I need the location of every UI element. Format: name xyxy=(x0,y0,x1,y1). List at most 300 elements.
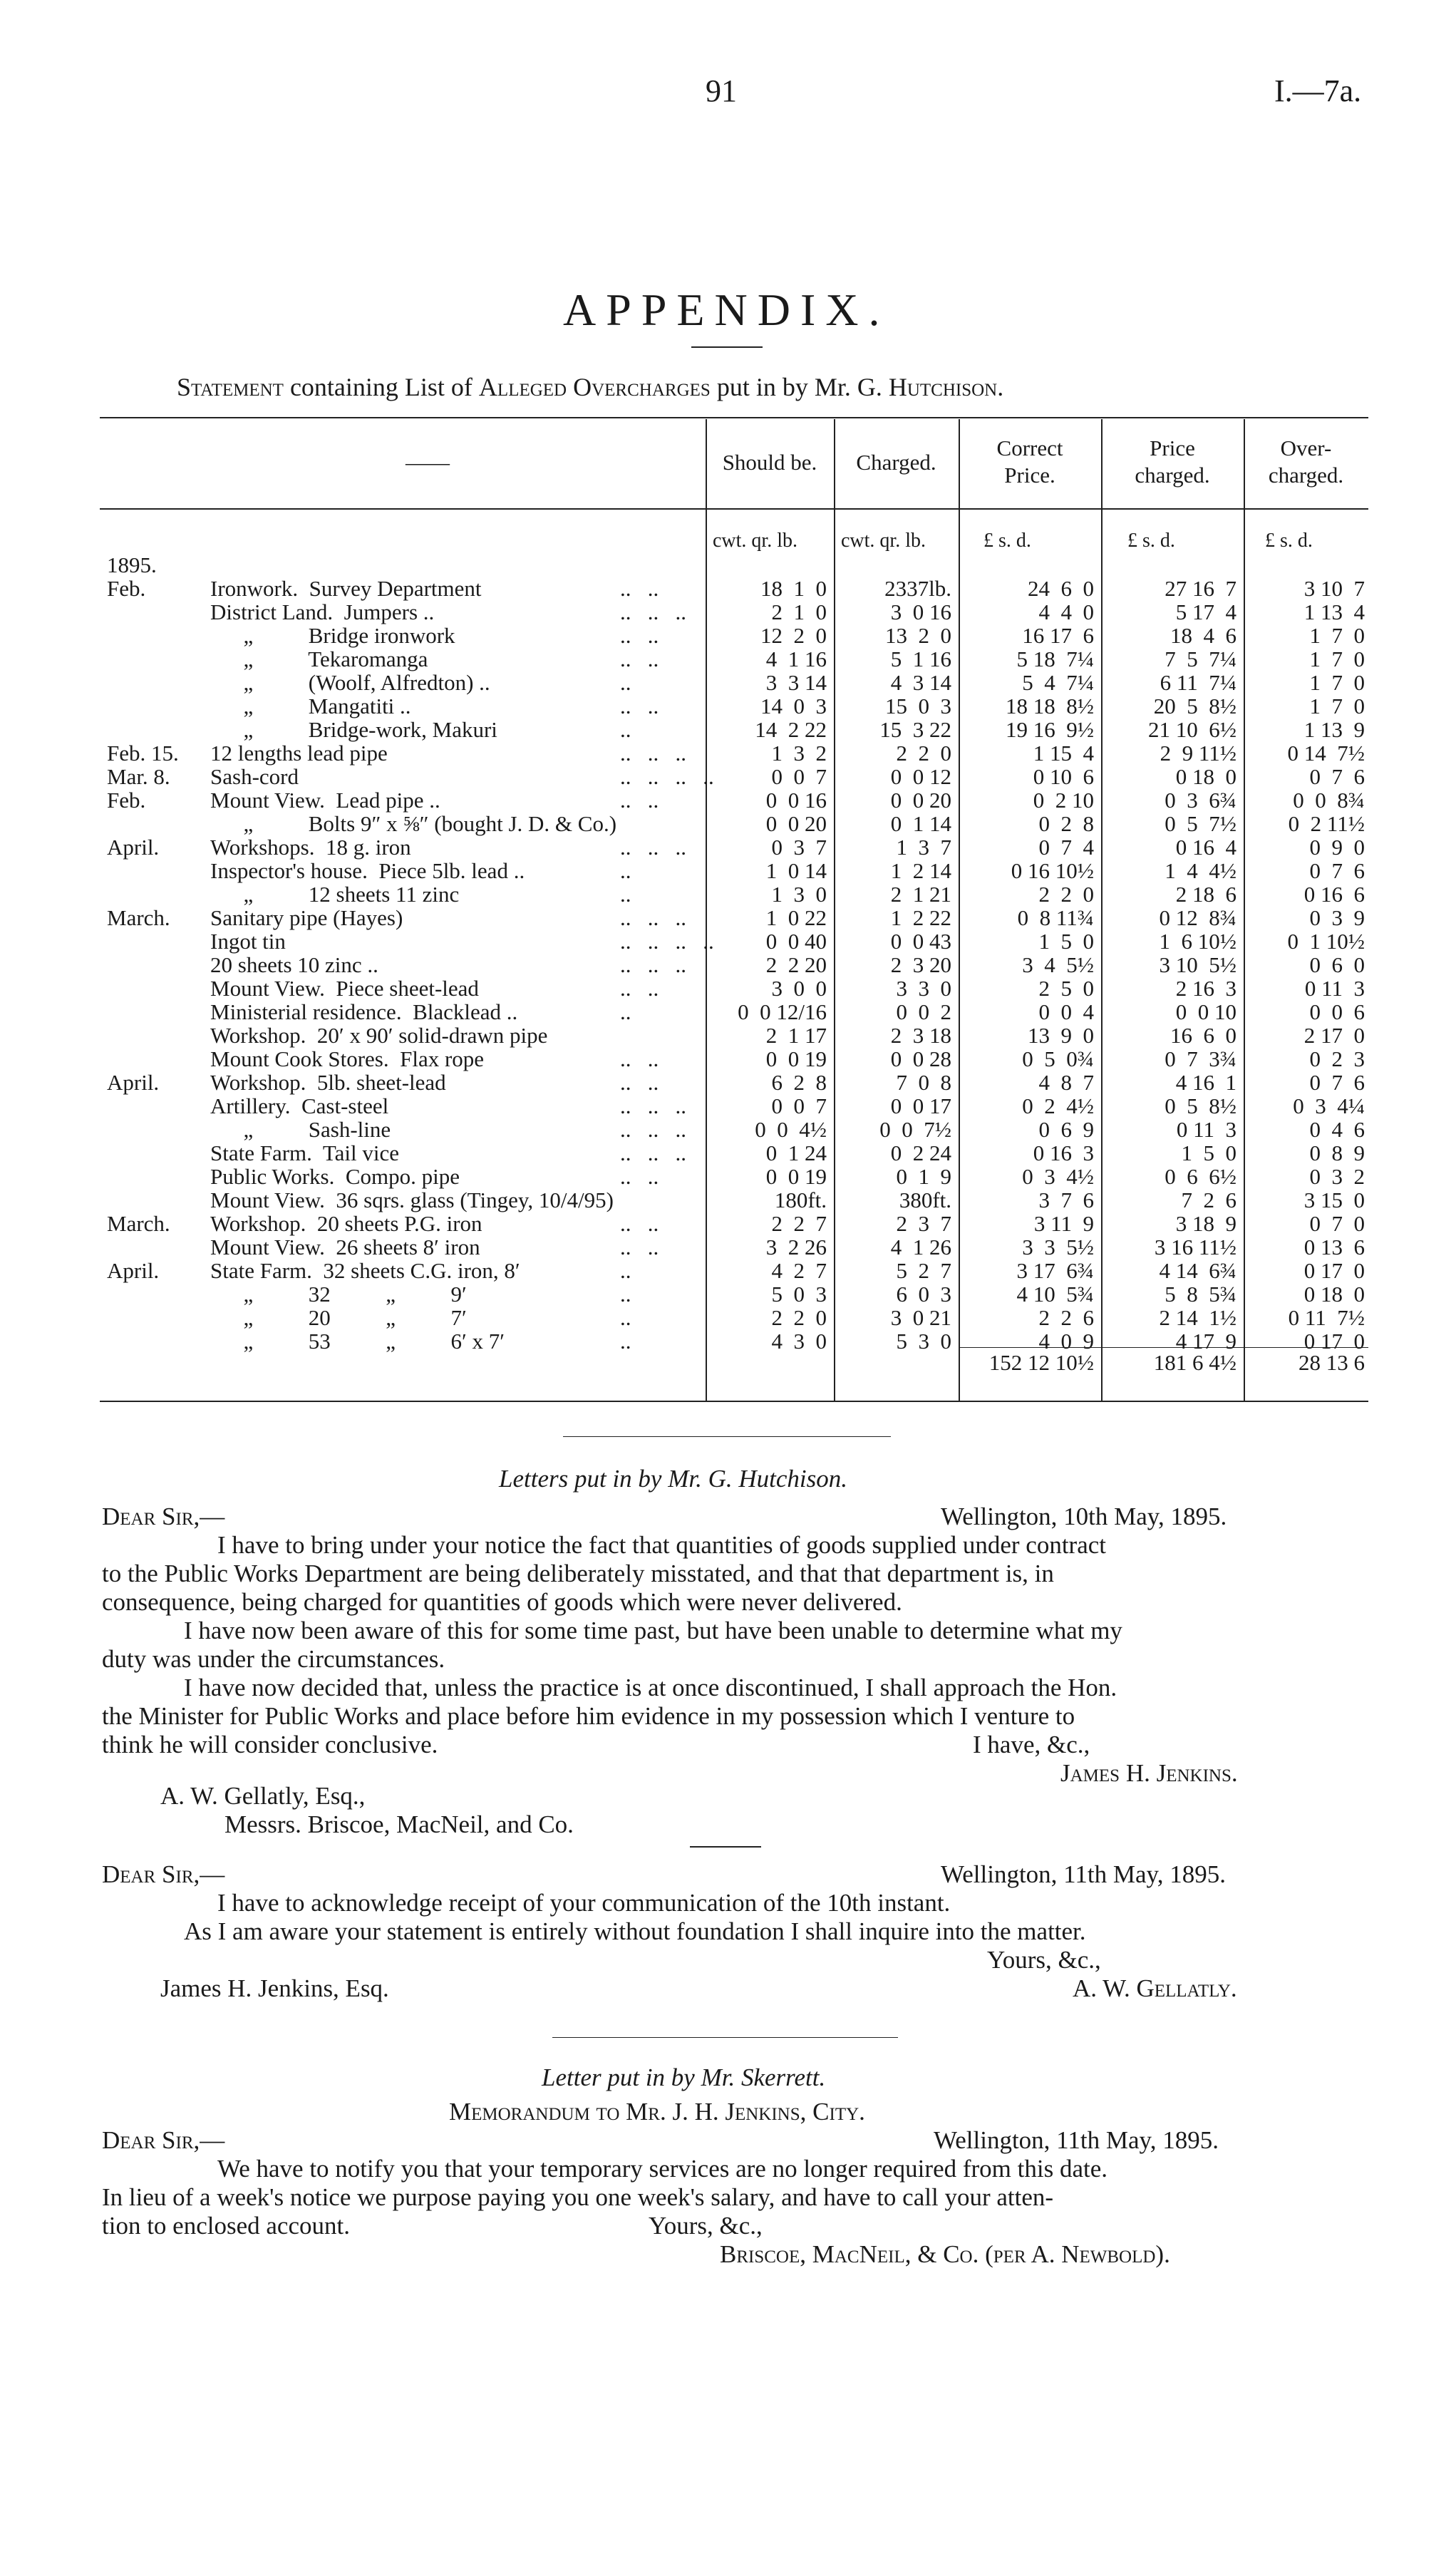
table-row xyxy=(0,1094,1456,1118)
row-leader-dots: .. xyxy=(620,1258,631,1283)
row-date: April. xyxy=(107,1070,160,1095)
row-should-be: 180ft. xyxy=(774,1187,827,1212)
row-leader-dots: .. xyxy=(620,670,631,695)
row-description: „ Bolts 9″ x ⅝″ (bought J. D. & Co.) xyxy=(210,811,617,836)
row-price-charged: 7 5 7¼ xyxy=(1165,646,1236,671)
row-correct-price: 2 2 6 xyxy=(1038,1305,1094,1330)
row-description: Workshop. 5lb. sheet-lead xyxy=(210,1070,446,1095)
section-rule-2 xyxy=(690,1846,761,1848)
row-correct-price: 4 0 9 xyxy=(1038,1329,1094,1354)
row-description: Workshop. 20 sheets P.G. iron xyxy=(210,1211,482,1236)
row-charged: 1 2 22 xyxy=(890,905,951,930)
row-date: Feb. xyxy=(107,788,146,813)
row-overcharged: 0 16 6 xyxy=(1303,882,1365,907)
row-leader-dots: .. .. .. .. xyxy=(620,764,714,789)
row-price-charged: 2 14 1½ xyxy=(1159,1305,1236,1330)
statement-title xyxy=(177,372,1003,402)
row-price-charged: 4 17 9 xyxy=(1175,1329,1236,1354)
letter1-line: duty was under the circumstances. xyxy=(102,1645,445,1673)
letter1-addressee: A. W. Gellatly, Esq., xyxy=(160,1782,366,1810)
row-leader-dots: .. .. xyxy=(620,623,659,648)
row-price-charged: 2 18 6 xyxy=(1175,882,1236,907)
row-overcharged: 0 14 7½ xyxy=(1287,741,1365,766)
row-price-charged: 1 6 10½ xyxy=(1159,929,1236,954)
table-row xyxy=(0,624,1456,648)
row-price-charged: 0 18 0 xyxy=(1175,764,1236,789)
row-description: „ Bridge-work, Makuri xyxy=(210,717,497,742)
row-overcharged: 1 13 9 xyxy=(1303,717,1365,742)
letter2-addressee: James H. Jenkins, Esq. xyxy=(160,1974,389,2002)
row-overcharged: 0 7 6 xyxy=(1309,764,1365,789)
row-description: District Land. Jumpers .. xyxy=(210,599,435,624)
row-leader-dots: .. xyxy=(620,1329,631,1354)
row-description: 20 sheets 10 zinc .. xyxy=(210,952,378,977)
header-description: —— xyxy=(406,450,450,475)
table-header-rule xyxy=(100,508,1368,510)
row-price-charged: 4 14 6¾ xyxy=(1159,1258,1236,1283)
row-overcharged: 1 7 0 xyxy=(1309,694,1365,718)
row-should-be: 14 2 22 xyxy=(755,717,827,742)
row-correct-price: 0 2 10 xyxy=(1033,788,1094,813)
table-row xyxy=(0,1212,1456,1236)
row-overcharged: 0 3 4¼ xyxy=(1293,1093,1365,1118)
row-description: „ 53 „ 6′ x 7′ xyxy=(210,1329,505,1354)
row-price-charged: 0 5 7½ xyxy=(1165,811,1236,836)
row-should-be: 0 1 24 xyxy=(765,1140,827,1165)
row-correct-price: 0 2 8 xyxy=(1038,811,1094,836)
letter1-closing: I have, &c., xyxy=(973,1731,1090,1758)
row-leader-dots: .. .. .. xyxy=(620,952,686,977)
row-description: Artillery. Cast-steel xyxy=(210,1093,389,1118)
table-row xyxy=(0,1306,1456,1330)
row-charged: 5 3 0 xyxy=(896,1329,951,1354)
header-should-be: Should be. xyxy=(722,450,817,475)
row-overcharged: 1 7 0 xyxy=(1309,646,1365,671)
row-correct-price: 24 6 0 xyxy=(1028,576,1094,601)
table-row xyxy=(0,882,1456,907)
letter1-line: I have to bring under your notice the fact that quantities of goods supplied under contract xyxy=(217,1531,1106,1559)
row-should-be: 3 0 0 xyxy=(771,976,827,1001)
row-price-charged: 0 3 6¾ xyxy=(1165,788,1236,813)
letter3-line: We have to notify you that your temporary services are no longer required from this date. xyxy=(217,2155,1108,2183)
row-correct-price: 4 8 7 xyxy=(1038,1070,1094,1095)
row-overcharged: 1 7 0 xyxy=(1309,623,1365,648)
row-leader-dots: .. .. xyxy=(620,1164,659,1189)
row-overcharged: 0 3 9 xyxy=(1309,905,1365,930)
row-description: State Farm. Tail vice xyxy=(210,1140,399,1165)
row-should-be: 1 3 2 xyxy=(771,741,827,766)
row-overcharged: 0 0 6 xyxy=(1309,999,1365,1024)
letter1-line: think he will consider conclusive. xyxy=(102,1731,438,1758)
table-row xyxy=(0,929,1456,954)
row-price-charged: 2 9 11½ xyxy=(1160,741,1236,766)
table-row xyxy=(0,577,1456,601)
row-price-charged: 7 2 6 xyxy=(1181,1187,1236,1212)
row-leader-dots: .. .. xyxy=(620,788,659,813)
row-price-charged: 5 17 4 xyxy=(1175,599,1236,624)
row-price-charged: 0 5 8½ xyxy=(1165,1093,1236,1118)
letter1-signature: James H. Jenkins. xyxy=(1060,1759,1238,1787)
header-correct-price: Correct Price. xyxy=(996,436,1063,488)
row-charged: 3 3 0 xyxy=(896,976,951,1001)
row-should-be: 0 0 12/16 xyxy=(738,999,827,1024)
row-should-be: 1 0 22 xyxy=(765,905,827,930)
row-overcharged: 0 2 11½ xyxy=(1288,811,1365,836)
row-description: Sanitary pipe (Hayes) xyxy=(210,905,403,930)
row-should-be: 0 0 7 xyxy=(771,1093,827,1118)
row-price-charged: 6 11 7¼ xyxy=(1160,670,1236,695)
row-overcharged: 0 18 0 xyxy=(1303,1282,1365,1307)
row-description: „ Sash-line xyxy=(210,1117,391,1142)
row-charged: 3 0 16 xyxy=(890,599,951,624)
row-date: 1895. xyxy=(107,552,157,577)
letter3-line: tion to enclosed account. xyxy=(102,2212,350,2240)
row-should-be: 0 0 20 xyxy=(765,811,827,836)
header-charged: Charged. xyxy=(856,450,936,475)
row-leader-dots: .. .. xyxy=(620,976,659,1001)
row-correct-price: 0 3 4½ xyxy=(1022,1164,1094,1189)
row-should-be: 0 0 16 xyxy=(765,788,827,813)
row-leader-dots: .. xyxy=(620,882,631,907)
row-leader-dots: .. .. .. xyxy=(620,1093,686,1118)
row-leader-dots: .. .. xyxy=(620,576,659,601)
table-row xyxy=(0,1235,1456,1259)
title-rule xyxy=(691,346,763,348)
row-correct-price: 19 16 9½ xyxy=(1006,717,1094,742)
row-correct-price: 3 4 5½ xyxy=(1022,952,1094,977)
row-description: „ (Woolf, Alfredton) .. xyxy=(210,670,490,695)
row-should-be: 3 2 26 xyxy=(765,1235,827,1259)
row-should-be: 2 2 7 xyxy=(771,1211,827,1236)
row-should-be: 2 1 0 xyxy=(771,599,827,624)
row-price-charged: 21 10 6½ xyxy=(1148,717,1236,742)
row-correct-price: 0 7 4 xyxy=(1038,835,1094,860)
row-should-be: 0 0 4½ xyxy=(755,1117,827,1142)
units-correct: £ s. d. xyxy=(983,530,1031,552)
table-row xyxy=(0,694,1456,718)
row-price-charged: 0 7 3¾ xyxy=(1165,1046,1236,1071)
row-should-be: 2 2 20 xyxy=(765,952,827,977)
row-charged: 380ft. xyxy=(899,1187,951,1212)
row-charged: 0 1 14 xyxy=(890,811,951,836)
total-correct-price: 152 12 10½ xyxy=(988,1350,1094,1375)
letter3-salutation: Dear Sir,— xyxy=(102,2126,225,2154)
row-description: Ingot tin xyxy=(210,929,286,954)
row-correct-price: 0 5 0¾ xyxy=(1022,1046,1094,1071)
section-rule-3 xyxy=(552,2037,898,2038)
row-charged: 2 2 0 xyxy=(896,741,951,766)
row-should-be: 0 0 40 xyxy=(765,929,827,954)
total-price-charged: 181 6 4½ xyxy=(1153,1350,1236,1375)
letters-heading: Letters put in by Mr. G. Hutchison. xyxy=(499,1465,848,1493)
row-description: „ 32 „ 9′ xyxy=(210,1282,467,1307)
row-correct-price: 3 17 6¾ xyxy=(1016,1258,1094,1283)
row-description: Ministerial residence. Blacklead .. xyxy=(210,999,518,1024)
units-price: £ s. d. xyxy=(1127,530,1175,552)
letter3-closing: Yours, &c., xyxy=(649,2212,763,2240)
letter2-salutation: Dear Sir,— xyxy=(102,1860,225,1888)
row-date: Feb. 15. xyxy=(107,741,179,766)
table-row xyxy=(0,977,1456,1001)
row-leader-dots: .. .. .. xyxy=(620,741,686,766)
units-charged: cwt. qr. lb. xyxy=(841,530,926,552)
table-row xyxy=(0,1071,1456,1095)
table-row xyxy=(0,1329,1456,1354)
row-should-be: 18 1 0 xyxy=(760,576,827,601)
row-charged: 7 0 8 xyxy=(896,1070,951,1095)
row-correct-price: 3 3 5½ xyxy=(1022,1235,1094,1259)
row-price-charged: 0 16 4 xyxy=(1175,835,1236,860)
document-reference: I.—7a. xyxy=(1274,73,1362,108)
table-row xyxy=(0,1259,1456,1283)
row-correct-price: 2 2 0 xyxy=(1038,882,1094,907)
table-row xyxy=(0,1118,1456,1142)
letter2-line: As I am aware your statement is entirely without foundation I shall inquire into the matter. xyxy=(184,1917,1086,1945)
row-correct-price: 4 4 0 xyxy=(1038,599,1094,624)
row-charged: 6 0 3 xyxy=(896,1282,951,1307)
letter3-line: In lieu of a week's notice we purpose paying you one week's salary, and have to call your atten- xyxy=(102,2183,1054,2211)
row-date: March. xyxy=(107,905,170,930)
row-charged: 15 3 22 xyxy=(879,717,951,742)
row-overcharged: 0 8 9 xyxy=(1309,1140,1365,1165)
row-leader-dots: .. .. xyxy=(620,694,659,718)
row-price-charged: 5 8 5¾ xyxy=(1165,1282,1236,1307)
totals-row xyxy=(0,1351,1456,1375)
row-leader-dots: .. .. .. xyxy=(620,905,686,930)
letter1-line: to the Public Works Department are being deliberately misstated, and that that department is, in xyxy=(102,1560,1054,1587)
row-correct-price: 4 10 5¾ xyxy=(1016,1282,1094,1307)
row-overcharged: 0 4 6 xyxy=(1309,1117,1365,1142)
table-top-rule xyxy=(100,417,1368,418)
row-price-charged: 3 10 5½ xyxy=(1159,952,1236,977)
row-description: „ Bridge ironwork xyxy=(210,623,455,648)
table-row xyxy=(0,765,1456,789)
row-overcharged: 0 17 0 xyxy=(1303,1329,1365,1354)
header-price-charged: Price charged. xyxy=(1135,436,1210,488)
row-charged: 3 0 21 xyxy=(890,1305,951,1330)
statement-word: Statement xyxy=(177,373,284,401)
row-charged: 2 1 21 xyxy=(890,882,951,907)
row-should-be: 14 0 3 xyxy=(760,694,827,718)
letter2-line: I have to acknowledge receipt of your communication of the 10th instant. xyxy=(217,1889,951,1917)
row-overcharged: 0 0 8¾ xyxy=(1293,788,1365,813)
row-should-be: 3 3 14 xyxy=(765,670,827,695)
row-correct-price: 0 8 11¾ xyxy=(1017,905,1094,930)
letter3-signature: Briscoe, MacNeil, & Co. (per A. Newbold). xyxy=(720,2240,1170,2268)
row-date: Mar. 8. xyxy=(107,764,170,789)
row-should-be: 0 0 19 xyxy=(765,1046,827,1071)
appendix-title: APPENDIX. xyxy=(563,284,890,335)
row-leader-dots: .. .. xyxy=(620,1211,659,1236)
row-overcharged: 0 2 3 xyxy=(1309,1046,1365,1071)
row-correct-price: 5 4 7¼ xyxy=(1022,670,1094,695)
row-correct-price: 13 9 0 xyxy=(1028,1023,1094,1048)
table-row xyxy=(0,553,1456,577)
table-row xyxy=(0,1141,1456,1165)
table-row xyxy=(0,953,1456,977)
row-leader-dots: .. .. xyxy=(620,1235,659,1259)
row-price-charged: 4 16 1 xyxy=(1175,1070,1236,1095)
letter1-line: I have now been aware of this for some time past, but have been unable to determine what my xyxy=(184,1617,1122,1644)
row-description: Mount Cook Stores. Flax rope xyxy=(210,1046,485,1071)
row-overcharged: 1 13 4 xyxy=(1303,599,1365,624)
table-row xyxy=(0,859,1456,883)
table-row xyxy=(0,600,1456,624)
row-overcharged: 0 7 6 xyxy=(1309,858,1365,883)
row-leader-dots: .. xyxy=(620,999,631,1024)
row-overcharged: 0 11 7½ xyxy=(1288,1305,1365,1330)
row-overcharged: 0 3 2 xyxy=(1309,1164,1365,1189)
row-charged: 0 0 2 xyxy=(896,999,951,1024)
table-bottom-rule xyxy=(100,1401,1368,1402)
row-charged: 13 2 0 xyxy=(885,623,951,648)
row-date: April. xyxy=(107,835,160,860)
row-charged: 4 1 26 xyxy=(890,1235,951,1259)
row-description: Mount View. Lead pipe .. xyxy=(210,788,440,813)
row-charged: 0 1 9 xyxy=(896,1164,951,1189)
row-should-be: 4 2 7 xyxy=(771,1258,827,1283)
row-overcharged: 0 1 10½ xyxy=(1287,929,1365,954)
table-row xyxy=(0,906,1456,930)
row-should-be: 1 3 0 xyxy=(771,882,827,907)
row-correct-price: 3 11 9 xyxy=(1033,1211,1094,1236)
row-should-be: 2 2 0 xyxy=(771,1305,827,1330)
row-description: Mount View. 36 sqrs. glass (Tingey, 10/4/95) xyxy=(210,1187,614,1212)
row-charged: 2337lb. xyxy=(884,576,951,601)
row-overcharged: 0 13 6 xyxy=(1303,1235,1365,1259)
row-overcharged: 0 9 0 xyxy=(1309,835,1365,860)
letter2-signature: A. W. Gellatly. xyxy=(1073,1974,1237,2002)
row-overcharged: 3 15 0 xyxy=(1303,1187,1365,1212)
row-charged: 0 0 17 xyxy=(890,1093,951,1118)
page-number: 91 xyxy=(706,73,737,108)
row-price-charged: 16 6 0 xyxy=(1170,1023,1236,1048)
row-should-be: 4 3 0 xyxy=(771,1329,827,1354)
table-row xyxy=(0,812,1456,836)
row-description: Inspector's house. Piece 5lb. lead .. xyxy=(210,858,525,883)
units-should: cwt. qr. lb. xyxy=(713,530,797,552)
row-should-be: 1 0 14 xyxy=(765,858,827,883)
section-rule-1 xyxy=(563,1436,891,1437)
row-description: Public Works. Compo. pipe xyxy=(210,1164,460,1189)
table-row xyxy=(0,788,1456,813)
row-should-be: 2 1 17 xyxy=(765,1023,827,1048)
row-should-be: 0 3 7 xyxy=(771,835,827,860)
row-description: „ Mangatiti .. xyxy=(210,694,411,718)
row-should-be: 4 1 16 xyxy=(765,646,827,671)
row-price-charged: 3 18 9 xyxy=(1175,1211,1236,1236)
row-charged: 2 3 18 xyxy=(890,1023,951,1048)
letter1-line: consequence, being charged for quantities of goods which were never delivered. xyxy=(102,1588,902,1616)
table-row xyxy=(0,741,1456,766)
row-charged: 4 3 14 xyxy=(890,670,951,695)
row-correct-price: 0 6 9 xyxy=(1038,1117,1094,1142)
table-row xyxy=(0,1282,1456,1307)
row-overcharged: 1 7 0 xyxy=(1309,670,1365,695)
row-charged: 0 0 7½ xyxy=(879,1117,951,1142)
table-row xyxy=(0,835,1456,860)
row-date: Feb. xyxy=(107,576,146,601)
row-leader-dots: .. .. xyxy=(620,1070,659,1095)
statement-text-b: Alleged Overcharges xyxy=(478,373,711,401)
row-correct-price: 0 16 3 xyxy=(1033,1140,1094,1165)
table-row xyxy=(0,1188,1456,1212)
row-correct-price: 2 5 0 xyxy=(1038,976,1094,1001)
row-should-be: 0 0 7 xyxy=(771,764,827,789)
row-price-charged: 0 0 10 xyxy=(1175,999,1236,1024)
letter3-heading: Letter put in by Mr. Skerrett. xyxy=(542,2064,826,2091)
table-row xyxy=(0,718,1456,742)
row-price-charged: 0 12 8¾ xyxy=(1159,905,1236,930)
row-price-charged: 0 6 6½ xyxy=(1165,1164,1236,1189)
row-correct-price: 16 17 6 xyxy=(1022,623,1094,648)
row-should-be: 12 2 0 xyxy=(760,623,827,648)
row-charged: 0 0 28 xyxy=(890,1046,951,1071)
row-charged: 2 3 20 xyxy=(890,952,951,977)
header-overcharged: Over- charged. xyxy=(1268,436,1344,488)
row-description: 12 lengths lead pipe xyxy=(210,741,388,766)
table-row xyxy=(0,1047,1456,1071)
row-correct-price: 3 7 6 xyxy=(1038,1187,1094,1212)
letter1-addressee-firm: Messrs. Briscoe, MacNeil, and Co. xyxy=(224,1810,574,1838)
row-description: Sash-cord xyxy=(210,764,299,789)
row-overcharged: 0 11 3 xyxy=(1304,976,1365,1001)
row-charged: 1 3 7 xyxy=(896,835,951,860)
row-date: March. xyxy=(107,1211,170,1236)
row-price-charged: 27 16 7 xyxy=(1165,576,1236,601)
row-overcharged: 0 6 0 xyxy=(1309,952,1365,977)
row-description: Workshop. 20′ x 90′ solid-drawn pipe xyxy=(210,1023,548,1048)
units-over: £ s. d. xyxy=(1265,530,1313,552)
row-charged: 0 0 20 xyxy=(890,788,951,813)
row-overcharged: 0 7 0 xyxy=(1309,1211,1365,1236)
row-correct-price: 5 18 7¼ xyxy=(1016,646,1094,671)
table-row xyxy=(0,1024,1456,1048)
row-description: „ 20 „ 7′ xyxy=(210,1305,467,1330)
row-leader-dots: .. .. xyxy=(620,646,659,671)
row-overcharged: 0 7 6 xyxy=(1309,1070,1365,1095)
letter2-closing: Yours, &c., xyxy=(987,1946,1101,1974)
row-date: April. xyxy=(107,1258,160,1283)
row-leader-dots: .. xyxy=(620,858,631,883)
row-description: Ironwork. Survey Department xyxy=(210,576,482,601)
row-correct-price: 0 16 10½ xyxy=(1011,858,1094,883)
row-description: Mount View. Piece sheet-lead xyxy=(210,976,479,1001)
letter1-place-date: Wellington, 10th May, 1895. xyxy=(941,1503,1227,1530)
row-description: „ Tekaromanga xyxy=(210,646,428,671)
letter1-line: I have now decided that, unless the practice is at once discontinued, I shall approach the Hon. xyxy=(184,1674,1117,1701)
row-charged: 15 0 3 xyxy=(885,694,951,718)
row-correct-price: 1 5 0 xyxy=(1038,929,1094,954)
row-price-charged: 20 5 8½ xyxy=(1153,694,1236,718)
row-correct-price: 0 2 4½ xyxy=(1022,1093,1094,1118)
row-leader-dots: .. .. .. .. xyxy=(620,929,714,954)
row-overcharged: 0 17 0 xyxy=(1303,1258,1365,1283)
row-correct-price: 0 0 4 xyxy=(1038,999,1094,1024)
row-description: „ 12 sheets 11 zinc xyxy=(210,882,460,907)
row-leader-dots: .. xyxy=(620,717,631,742)
row-description: Mount View. 26 sheets 8′ iron xyxy=(210,1235,480,1259)
row-should-be: 0 0 19 xyxy=(765,1164,827,1189)
row-charged: 0 0 43 xyxy=(890,929,951,954)
row-price-charged: 18 4 6 xyxy=(1170,623,1236,648)
row-leader-dots: .. .. .. xyxy=(620,1117,686,1142)
row-leader-dots: .. .. .. xyxy=(620,1140,686,1165)
statement-text-a: containing List of xyxy=(289,373,473,401)
row-price-charged: 2 16 3 xyxy=(1175,976,1236,1001)
table-row xyxy=(0,647,1456,671)
row-charged: 0 0 12 xyxy=(890,764,951,789)
